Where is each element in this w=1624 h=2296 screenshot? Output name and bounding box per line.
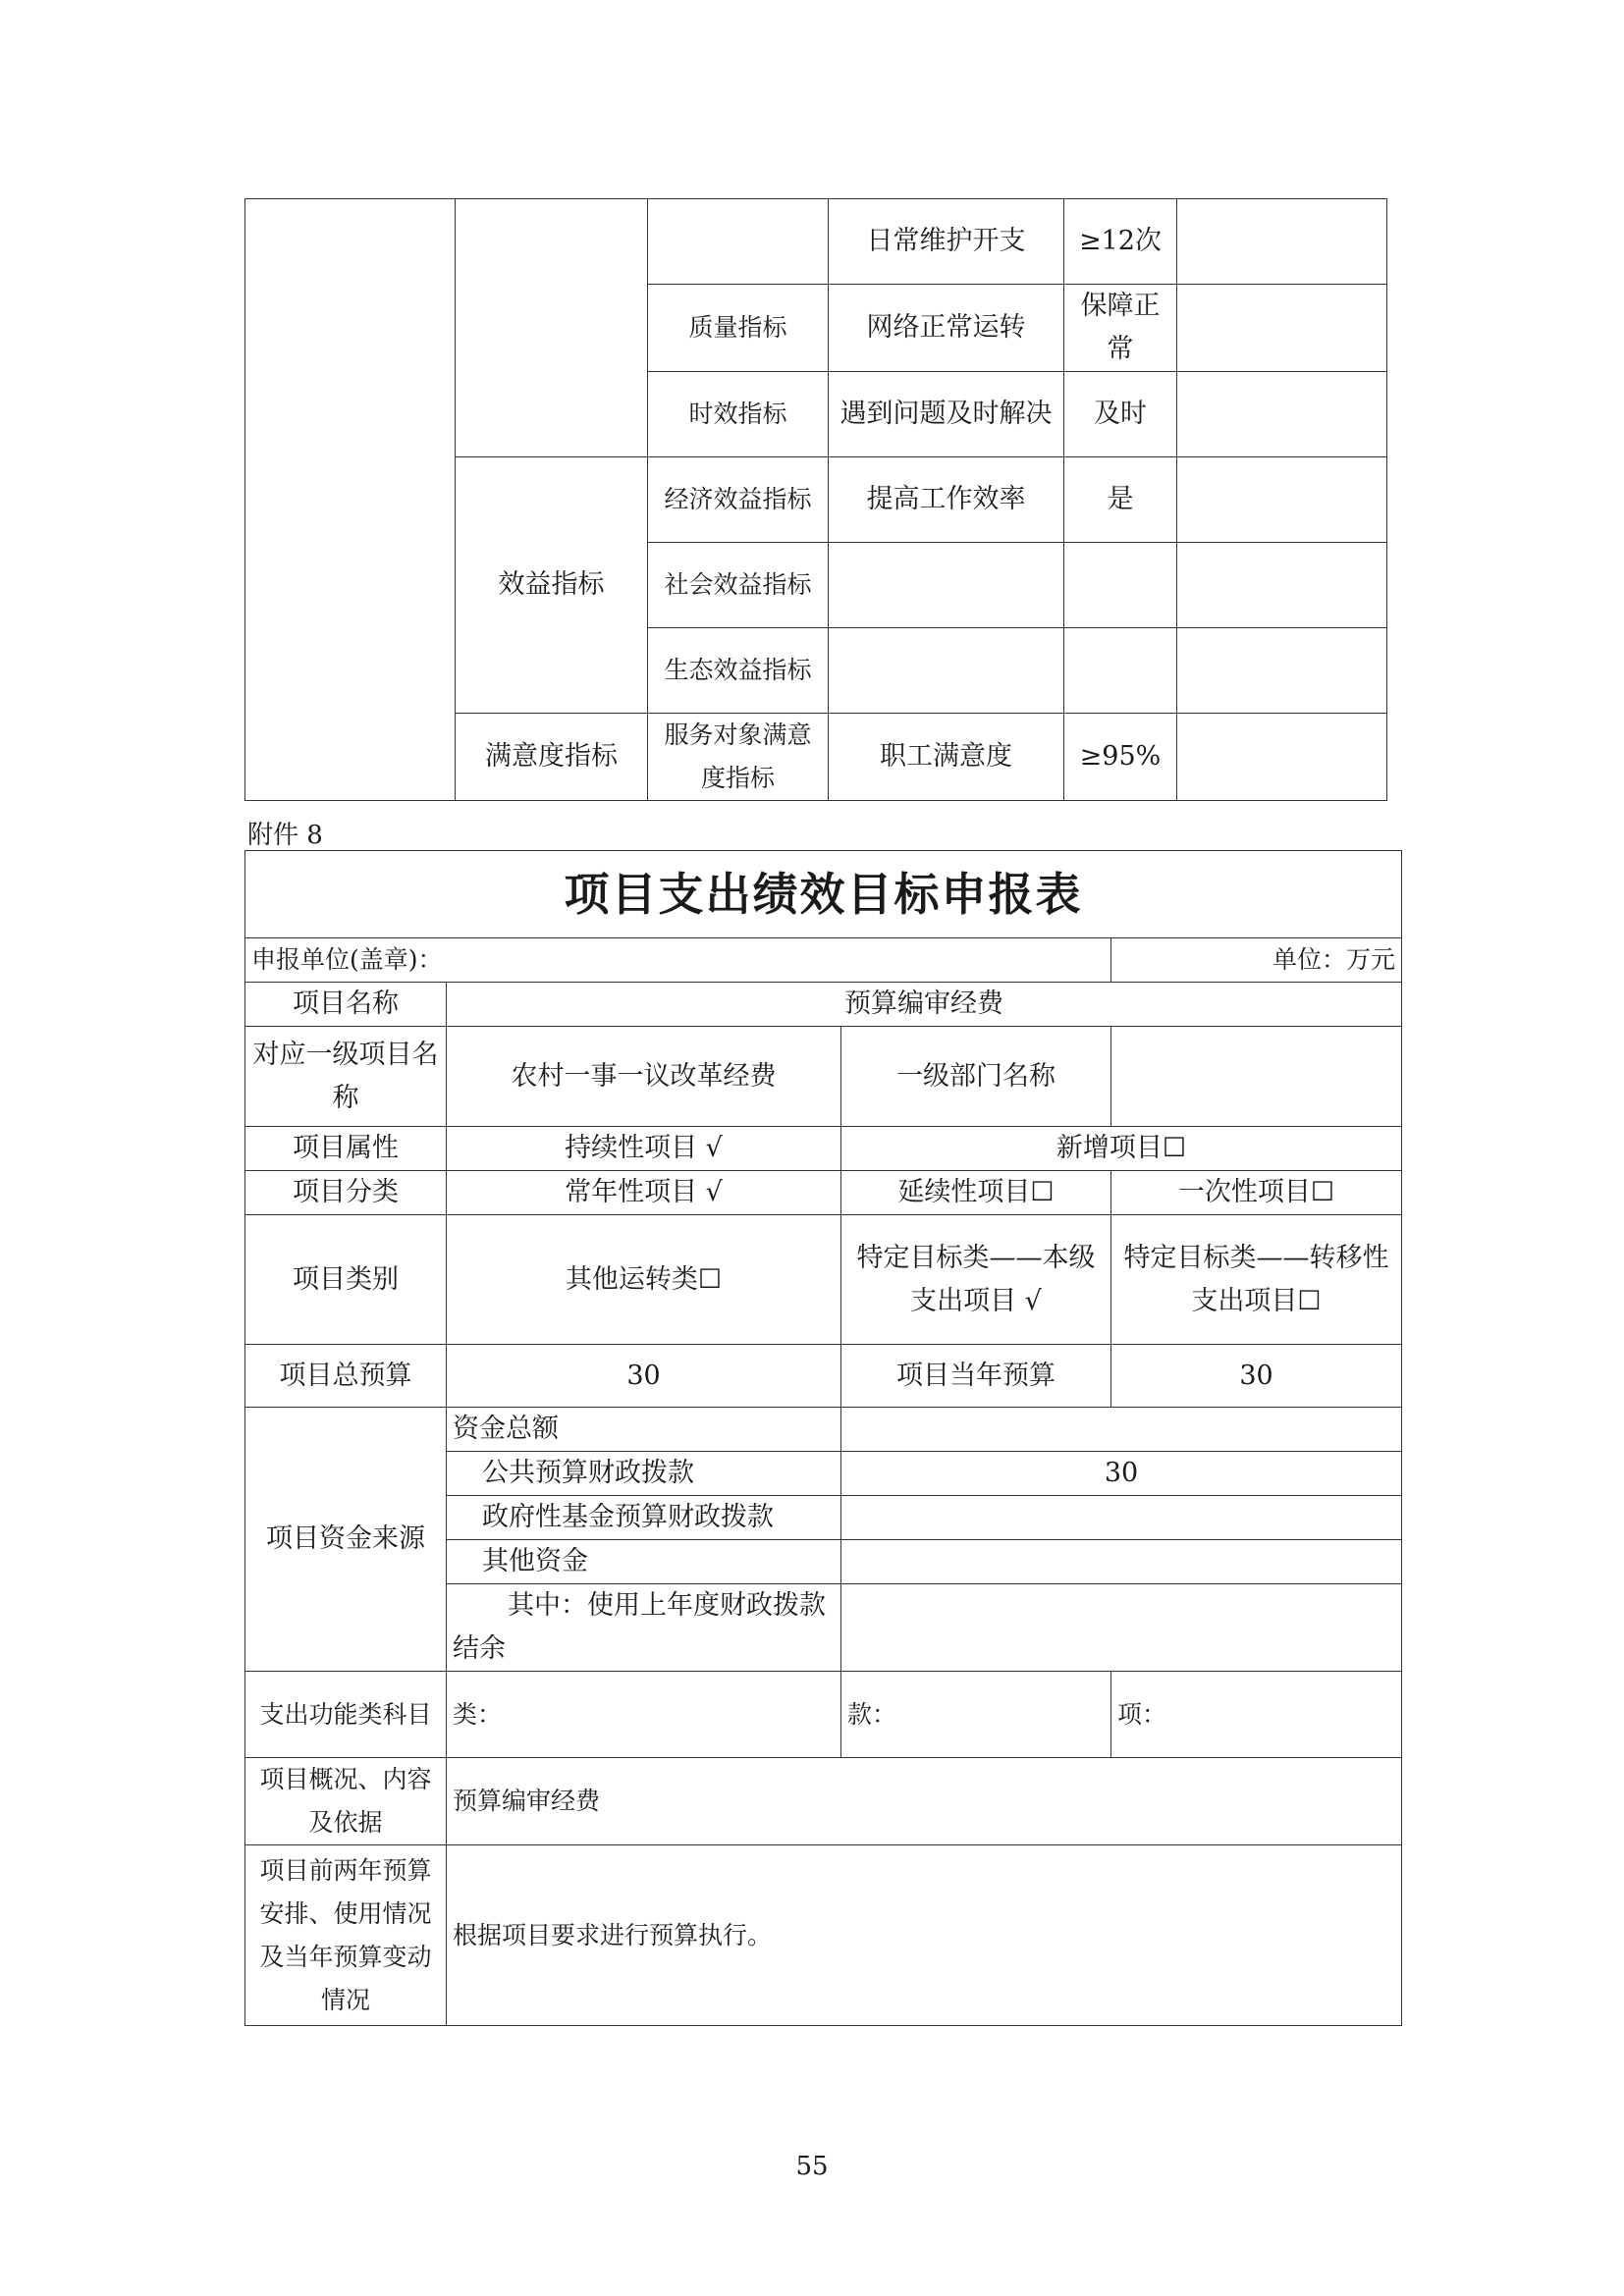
project-name-label: 项目名称	[245, 983, 447, 1027]
table-row	[245, 938, 1402, 983]
table-row	[245, 1758, 1402, 1845]
value-cell	[1064, 543, 1177, 628]
value-cell: 是	[1064, 457, 1177, 543]
indicator-cell: 职工满意度	[829, 714, 1064, 801]
table-row	[245, 983, 1402, 1027]
fund-other-label: 其他资金	[447, 1540, 841, 1584]
function-class: 类：	[447, 1672, 841, 1758]
level1-project-label: 对应一级项目名称	[245, 1027, 447, 1127]
sub-indicator-cell: 质量指标	[648, 285, 829, 372]
function-section: 款：	[841, 1672, 1111, 1758]
performance-indicator-table	[244, 198, 1387, 801]
remark-cell	[1177, 199, 1387, 285]
current-budget-value: 30	[1111, 1345, 1402, 1408]
value-cell: ≥12次	[1064, 199, 1177, 285]
total-budget-label: 项目总预算	[245, 1345, 447, 1408]
sub-indicator-cell: 服务对象满意度指标	[648, 714, 829, 801]
value-cell: ≥95%	[1064, 714, 1177, 801]
value-cell	[1064, 628, 1177, 714]
fund-other-value	[841, 1540, 1402, 1584]
project-expenditure-form	[244, 850, 1402, 2026]
current-budget-label: 项目当年预算	[841, 1345, 1111, 1408]
remark-cell	[1177, 628, 1387, 714]
fund-gov-label: 政府性基金预算财政拨款	[447, 1496, 841, 1540]
indicator-cell: 遇到问题及时解决	[829, 372, 1064, 457]
fund-total-value	[841, 1408, 1402, 1452]
value-cell: 保障正常	[1064, 285, 1177, 372]
table-row	[245, 1171, 1402, 1215]
project-category-label: 项目类别	[245, 1215, 447, 1345]
indicator-cell: 提高工作效率	[829, 457, 1064, 543]
attr-continuing: 持续性项目 √	[447, 1127, 841, 1171]
page-number: 55	[795, 2152, 829, 2181]
sub-indicator-cell	[648, 199, 829, 285]
indicator-cell: 日常维护开支	[829, 199, 1064, 285]
fund-public-value: 30	[841, 1452, 1402, 1496]
category-other: 其他运转类☐	[447, 1215, 841, 1345]
benefit-indicator-label: 效益指标	[456, 457, 648, 714]
category-specific-level: 特定目标类——本级支出项目 √	[841, 1215, 1111, 1345]
output-indicator-cell	[456, 199, 648, 457]
fund-public-label: 公共预算财政拨款	[447, 1452, 841, 1496]
project-class-label: 项目分类	[245, 1171, 447, 1215]
level1-project-value: 农村一事一议改革经费	[447, 1027, 841, 1127]
class-extended: 延续性项目☐	[841, 1171, 1111, 1215]
sub-indicator-cell: 时效指标	[648, 372, 829, 457]
indicator-cell	[829, 628, 1064, 714]
table-row	[245, 1215, 1402, 1345]
level1-dept-value	[1111, 1027, 1402, 1127]
class-annual: 常年性项目 √	[447, 1171, 841, 1215]
fund-source-label: 项目资金来源	[245, 1408, 447, 1672]
table-row	[245, 1408, 1402, 1452]
table-row	[245, 1345, 1402, 1408]
attachment-label: 附件 8	[247, 821, 323, 850]
sub-indicator-cell: 经济效益指标	[648, 457, 829, 543]
overview-value: 预算编审经费	[447, 1758, 1402, 1845]
value-cell: 及时	[1064, 372, 1177, 457]
function-item: 项：	[1111, 1672, 1402, 1758]
remark-cell	[1177, 285, 1387, 372]
remark-cell	[1177, 372, 1387, 457]
function-subject-label: 支出功能类科目	[245, 1672, 447, 1758]
sub-indicator-cell: 社会效益指标	[648, 543, 829, 628]
remark-cell	[1177, 714, 1387, 801]
category-specific-transfer: 特定目标类——转移性支出项目☐	[1111, 1215, 1402, 1345]
table-row	[245, 1027, 1402, 1127]
remark-cell	[1177, 543, 1387, 628]
overview-label: 项目概况、内容及依据	[245, 1758, 447, 1845]
attr-new: 新增项目☐	[841, 1127, 1402, 1171]
form-title: 项目支出绩效目标申报表	[245, 851, 1402, 938]
table-row	[245, 1845, 1402, 2026]
remark-cell	[1177, 457, 1387, 543]
money-unit-label: 单位：万元	[1272, 945, 1395, 974]
project-name-value: 预算编审经费	[447, 983, 1402, 1027]
table-row	[245, 1127, 1402, 1171]
indicator-cell	[829, 543, 1064, 628]
table-row	[245, 851, 1402, 938]
history-value: 根据项目要求进行预算执行。	[447, 1845, 1402, 2026]
fund-gov-value	[841, 1496, 1402, 1540]
class-onetime: 一次性项目☐	[1111, 1171, 1402, 1215]
satisfaction-indicator-label: 满意度指标	[456, 714, 648, 801]
sub-indicator-cell: 生态效益指标	[648, 628, 829, 714]
indicator-cell: 网络正常运转	[829, 285, 1064, 372]
history-label: 项目前两年预算安排、使用情况及当年预算变动情况	[245, 1845, 447, 2026]
table-row	[245, 199, 1387, 285]
fund-carryover-label: 其中：使用上年度财政拨款结余	[447, 1584, 841, 1672]
total-budget-value: 30	[447, 1345, 841, 1408]
project-attr-label: 项目属性	[245, 1127, 447, 1171]
reporting-unit-label: 申报单位(盖章)：	[245, 938, 1111, 983]
level1-indicator-cell	[245, 199, 456, 801]
table-row	[245, 1672, 1402, 1758]
fund-carryover-value	[841, 1584, 1402, 1672]
level1-dept-label: 一级部门名称	[841, 1027, 1111, 1127]
fund-total-label: 资金总额	[447, 1408, 841, 1452]
